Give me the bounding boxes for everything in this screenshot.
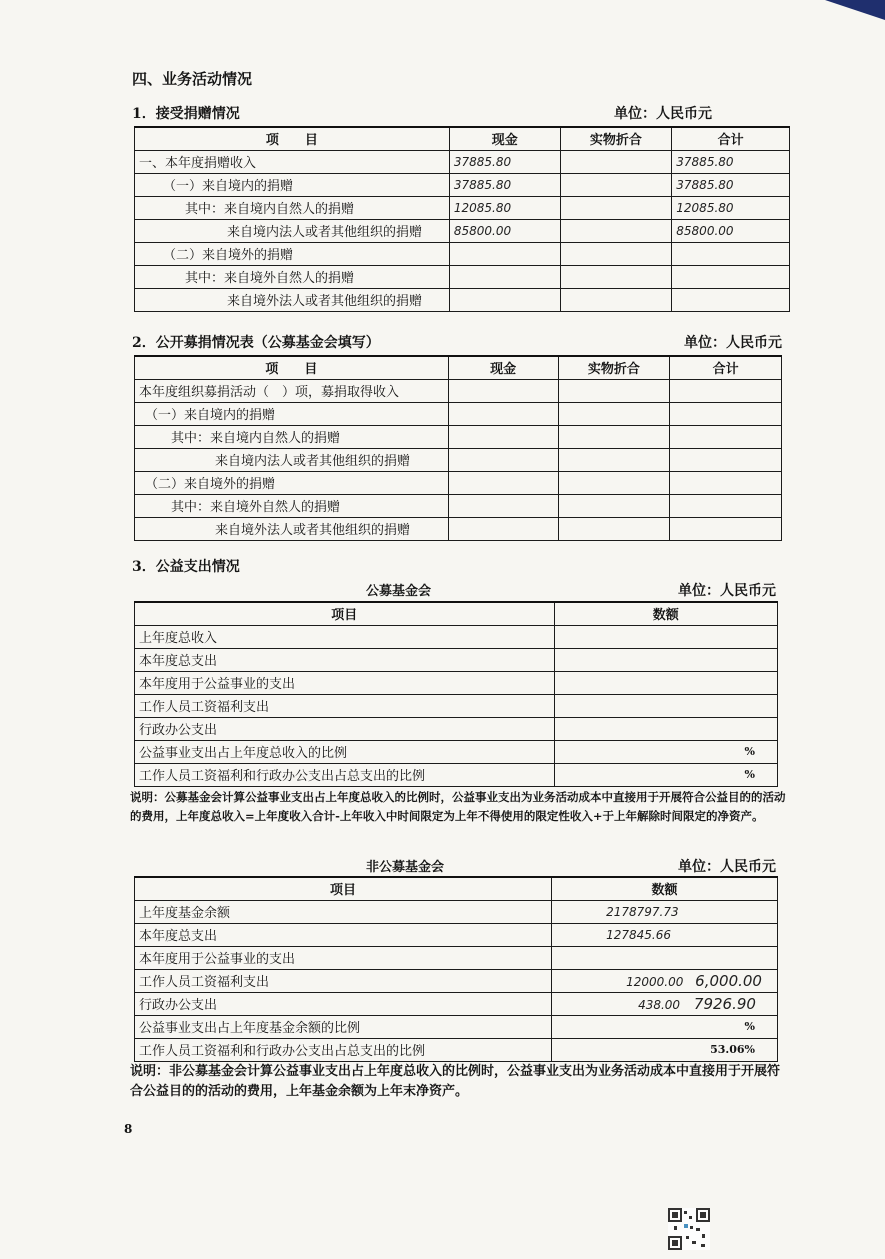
total-value: 12085.80 [672,196,790,219]
public-unit: 单位：人民币元 [678,583,776,599]
row-label: 本年度总支出 [135,923,552,946]
table-row [135,448,782,471]
amount-value [554,717,777,740]
cash-value: 37885.80 [449,173,560,196]
nonpublic-expenditure-table [134,876,778,1062]
amount-value [552,969,778,992]
row-label: （二）来自境外的捐赠 [135,242,450,265]
header-item: 项目 [135,877,552,900]
part2-title: 2．公开募捐情况表（公募基金会填写） [132,335,380,351]
row-label: 公益事业支出占上年度基金余额的比例 [135,1015,552,1038]
amount-value [554,671,777,694]
row-label: 其中：来自境内自然人的捐赠 [135,425,449,448]
row-label: 公益事业支出占上年度总收入的比例 [135,740,555,763]
public-fundraising-table [134,355,782,541]
inkind-value [560,219,672,242]
amount-value: % [552,1015,778,1038]
table-row [135,494,782,517]
nonpublic-foundation-caption: 非公募基金会 [366,860,445,875]
row-label: 其中：来自境外自然人的捐赠 [135,494,449,517]
row-label: 行政办公支出 [135,992,552,1015]
inkind-value [560,288,672,311]
table-row [135,173,790,196]
cash-value [449,265,560,288]
amount-value: 53.06% [552,1038,778,1061]
table-row [135,694,778,717]
row-label: 其中：来自境内自然人的捐赠 [135,196,450,219]
public-expenditure-table [134,601,778,787]
inkind-value [560,265,672,288]
amount-value [552,992,778,1015]
amount-value: % [554,763,777,786]
table-row [135,402,782,425]
row-label: 其中：来自境外自然人的捐赠 [135,265,450,288]
part1-title: 1．接受捐赠情况 [132,106,240,122]
table-row [135,625,778,648]
part2-unit: 单位：人民币元 [684,335,782,351]
table-row [135,923,778,946]
table-header-row [135,127,790,150]
header-total: 合计 [670,356,782,379]
row-label: 来自境内法人或者其他组织的捐赠 [135,448,449,471]
total-value: 85800.00 [672,219,790,242]
header-cash: 现金 [448,356,558,379]
header-amount: 数额 [554,602,777,625]
donation-table [134,126,790,312]
inkind-value [560,196,672,219]
admin-annotation: 7926.90 [693,994,756,1013]
row-label: 行政办公支出 [135,717,555,740]
table-row [135,1015,778,1038]
table-row [135,517,782,540]
table-row [135,969,778,992]
row-label: 工作人员工资福利支出 [135,969,552,992]
row-label: 本年度用于公益事业的支出 [135,671,555,694]
cash-value: 37885.80 [449,150,560,173]
table-row [135,288,790,311]
header-item: 项 目 [135,356,449,379]
public-foundation-caption: 公募基金会 [366,584,432,599]
row-label: 工作人员工资福利支出 [135,694,555,717]
public-note: 说明：公募基金会计算公益事业支出占上年度总收入的比例时，公益事业支出为业务活动成本中直接用于开展符合公益目的的活动的费用，上年度总收入=上年度收入合计-上年收入中时间限定为上年不得使用的限定性收入+于上年解除时间限定的净资产。 [130,790,786,823]
qr-code-icon [668,1208,710,1250]
section-title: 四、业务活动情况 [132,70,253,88]
table-row [135,242,790,265]
table-row [135,900,778,923]
header-item: 项目 [135,602,555,625]
row-label: 来自境外法人或者其他组织的捐赠 [135,517,449,540]
header-item: 项 目 [135,127,450,150]
header-inkind: 实物折合 [558,356,670,379]
table-row [135,265,790,288]
table-row [135,196,790,219]
row-label: 来自境外法人或者其他组织的捐赠 [135,288,450,311]
row-label: 本年度用于公益事业的支出 [135,946,552,969]
table-row [135,946,778,969]
salary-annotation: 6,000.00 [695,971,762,990]
total-value: 37885.80 [672,150,790,173]
header-total: 合计 [672,127,790,150]
table-row [135,992,778,1015]
row-label: （一）来自境内的捐赠 [135,402,449,425]
header-amount: 数额 [552,877,778,900]
table-row [135,425,782,448]
total-value [672,265,790,288]
table-header-row [135,877,778,900]
nonpublic-note: 说明：非公募基金会计算公益事业支出占上年度总收入的比例时，公益事业支出为业务活动成本中直接用于开展符合公益目的的活动的费用，上年基金余额为上年末净资产。 [130,1064,781,1099]
amount-value [554,694,777,717]
row-label: 本年度总支出 [135,648,555,671]
nonpublic-unit: 单位：人民币元 [678,859,776,875]
row-label: （一）来自境内的捐赠 [135,173,450,196]
amount-value [552,946,778,969]
corner-fold [825,0,885,20]
amount-value [554,648,777,671]
table-row [135,1038,778,1061]
table-row [135,740,778,763]
table-row [135,717,778,740]
table-row [135,648,778,671]
salary-value: 12000.00 [626,974,684,989]
row-label: 一、本年度捐赠收入 [135,150,450,173]
table-row [135,763,778,786]
table-row [135,379,782,402]
table-row [135,471,782,494]
part1-unit: 单位：人民币元 [614,106,712,122]
total-value: 37885.80 [672,173,790,196]
table-row [135,219,790,242]
row-label: 本年度组织募捐活动（ ）项，募捐取得收入 [135,379,449,402]
amount-value: 2178797.73 [552,900,778,923]
row-label: 来自境内法人或者其他组织的捐赠 [135,219,450,242]
total-value [672,242,790,265]
inkind-value [560,150,672,173]
cash-value: 12085.80 [449,196,560,219]
header-cash: 现金 [449,127,560,150]
table-header-row [135,602,778,625]
header-inkind: 实物折合 [560,127,672,150]
cash-value [449,288,560,311]
table-header-row [135,356,782,379]
cash-value: 85800.00 [449,219,560,242]
amount-value [554,625,777,648]
page-number: 8 [124,1122,133,1136]
admin-value: 438.00 [638,997,681,1012]
row-label: 上年度总收入 [135,625,555,648]
part3-title: 3．公益支出情况 [132,559,240,575]
amount-value: 127845.66 [552,923,778,946]
row-label: 上年度基金余额 [135,900,552,923]
table-row [135,150,790,173]
table-row [135,671,778,694]
amount-value: % [554,740,777,763]
inkind-value [560,173,672,196]
cash-value [449,242,560,265]
inkind-value [560,242,672,265]
row-label: （二）来自境外的捐赠 [135,471,449,494]
row-label: 工作人员工资福利和行政办公支出占总支出的比例 [135,763,555,786]
total-value [672,288,790,311]
row-label: 工作人员工资福利和行政办公支出占总支出的比例 [135,1038,552,1061]
